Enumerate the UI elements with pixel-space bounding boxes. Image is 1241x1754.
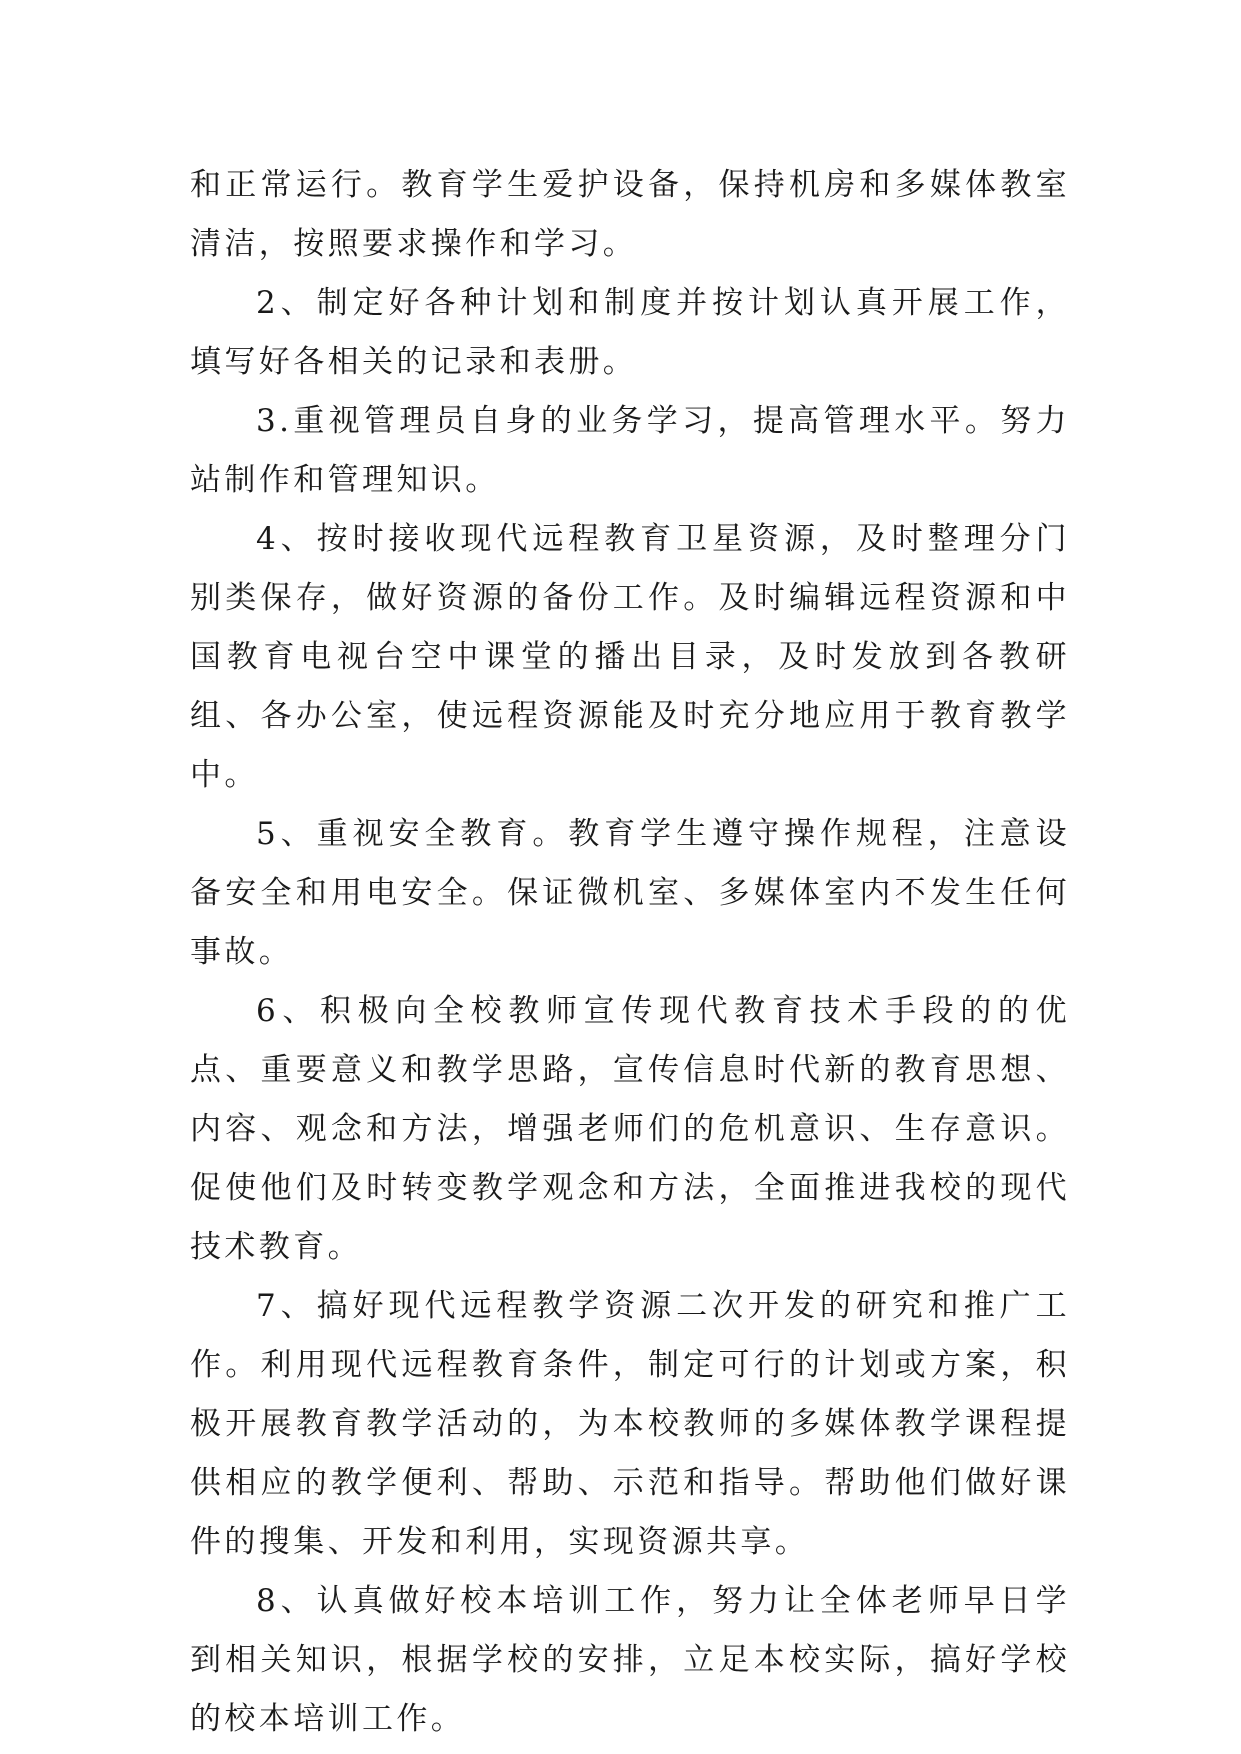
paragraph-item-8: 8、认真做好校本培训工作，努力让全体老师早日学到相关知识，根据学校的安排，立足本校实际，搞好学校的校本培训工作。 [190,1583,1070,1737]
paragraph-item-3: 3.重视管理员自身的业务学习，提高管理水平。努力站制作和管理知识。 [190,403,1070,498]
paragraph-item-6: 6、积极向全校教师宣传现代教育技术手段的的优点、重要意义和教学思路，宣传信息时代新的教育思想、内容、观念和方法，增强老师们的危机意识、生存意识。促使他们及时转变教学观念和方法，全面推进我校的现代技术教育。 [190,993,1070,1265]
paragraph-continuation: 和正常运行。教育学生爱护设备，保持机房和多媒体教室清洁，按照要求操作和学习。 [190,167,1070,262]
paragraph-item-2: 2、制定好各种计划和制度并按计划认真开展工作，填写好各相关的记录和表册。 [190,285,1070,380]
paragraph-item-5: 5、重视安全教育。教育学生遵守操作规程，注意设备安全和用电安全。保证微机室、多媒体室内不发生任何事故。 [190,816,1070,970]
document-body [190,156,1070,1749]
paragraph-item-7: 7、搞好现代远程教学资源二次开发的研究和推广工作。利用现代远程教育条件，制定可行的计划或方案，积极开展教育教学活动的，为本校教师的多媒体教学课程提供相应的教学便利、帮助、示范和指导。帮助他们做好课件的搜集、开发和利用，实现资源共享。 [190,1288,1070,1560]
paragraph-item-4: 4、按时接收现代远程教育卫星资源，及时整理分门别类保存，做好资源的备份工作。及时编辑远程资源和中国教育电视台空中课堂的播出目录，及时发放到各教研组、各办公室，使远程资源能及时充分地应用于教育教学中。 [190,521,1070,793]
